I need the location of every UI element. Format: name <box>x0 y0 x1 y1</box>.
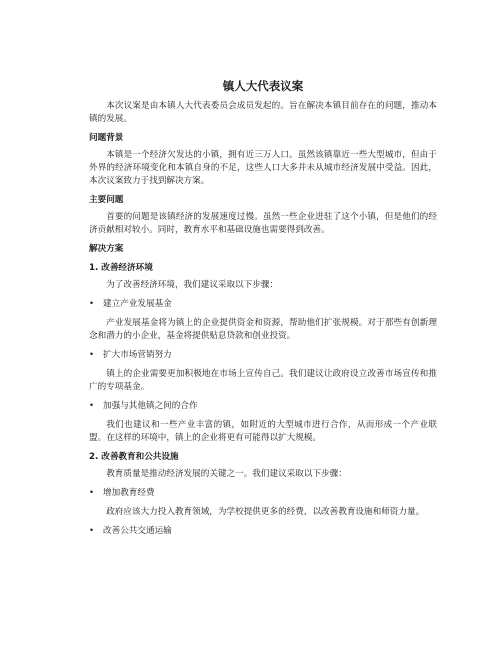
bullet-transport <box>89 525 437 538</box>
bullet-marketing-label: 扩大市场营销努力 <box>103 350 172 360</box>
bullet-cooperation-label: 加强与其他镇之间的合作 <box>103 401 198 411</box>
bullet-icon: • <box>89 299 95 309</box>
document-title: 镇人大代表议案 <box>222 79 304 93</box>
bullet-icon: • <box>89 488 95 498</box>
economy-intro: 为了改善经济环境，我们建议采取以下步骤： <box>106 280 279 290</box>
fund-paragraph: 产业发展基金将为镇上的企业提供资金和资源，帮助他们扩张规模。对于那些有创新理念和潜力的小企业，基金将提供贴息贷款和创业投资。 <box>89 318 437 341</box>
marketing-paragraph: 镇上的企业需要更加积极地在市场上宣传自己。我们建议让政府设立改善市场宣传和推广的专项基金。 <box>89 369 437 392</box>
bullet-icon: • <box>89 350 95 360</box>
solutions-heading: 解决方案 <box>89 244 124 254</box>
bullet-cooperation <box>89 400 437 413</box>
problems-paragraph: 首要的问题是该镇经济的发展速度过慢。虽然一些企业进驻了这个小镇，但是他们的经济贡献相对较小。同时，教育水平和基础设施也需要得到改善。 <box>89 212 437 235</box>
document-page <box>89 78 437 544</box>
bullet-fund <box>89 298 437 311</box>
intro-paragraph: 本次议案是由本镇人大代表委员会成员发起的。旨在解决本镇目前存在的问题，推动本镇的发展。 <box>89 101 437 124</box>
problems-heading: 主要问题 <box>89 195 124 205</box>
bullet-icon: • <box>89 526 95 536</box>
background-paragraph: 本镇是一个经济欠发达的小镇，拥有近三万人口。虽然该镇靠近一些大型城市，但由于外界的经济环境变化和本镇自身的不足，这些人口大多并未从城市经济发展中受益。因此，本次议案致力于找到解决方案。 <box>89 150 437 186</box>
bullet-marketing <box>89 349 437 362</box>
education-intro: 教育质量是推动经济发展的关键之一。我们建议采取以下步骤： <box>106 469 347 479</box>
bullet-fund-label: 建立产业发展基金 <box>103 299 172 309</box>
bullet-funding-label: 增加教育经费 <box>103 488 155 498</box>
funding-paragraph: 政府应该大力投入教育领域，为学校提供更多的经费，以改善教育设施和师资力量。 <box>106 507 425 517</box>
bullet-icon: • <box>89 401 95 411</box>
bullet-transport-label: 改善公共交通运输 <box>103 526 172 536</box>
bullet-funding <box>89 487 437 500</box>
cooperation-paragraph: 我们也建议和一些产业丰富的镇，如附近的大型城市进行合作，从而形成一个产业联盟。在这样的环境中，镇上的企业将更有可能得以扩大规模。 <box>89 420 437 443</box>
education-subheading: 2. 改善教育和公共设施 <box>89 452 179 462</box>
background-heading: 问题背景 <box>89 133 124 143</box>
economy-subheading: 1. 改善经济环境 <box>89 263 153 273</box>
